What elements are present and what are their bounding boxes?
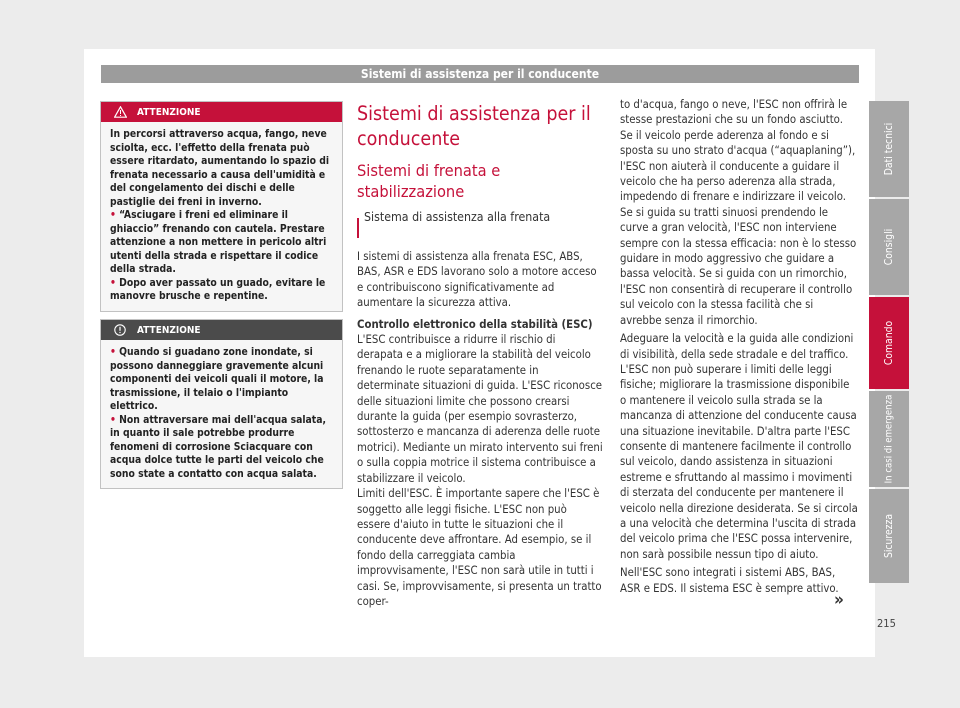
paragraph: I sistemi di assistenza alla frenata ESC, ABS, BAS, ASR e EDS lavorano solo a motore acceso e contribuiscono significativamente ad aumentare la sicurezza attiva. [357, 250, 597, 310]
paragraph: Nell'ESC sono integrati i sistemi ABS, BAS, ASR e EDS. Il sistema ESC è sempre attivo. [620, 566, 839, 595]
warning-header [101, 102, 342, 122]
body-column-middle [357, 249, 603, 609]
body-column-right [620, 97, 858, 596]
subsection-marker [357, 218, 359, 238]
tab-comando[interactable]: Comando [869, 297, 909, 389]
warning-item: • Non attraversare mai dell'acqua salata, in quanto il sale potrebbe produrre fenomeni di corrosione Sciacquare con acqua dolce tutte le parti del veicolo che sono state a contatto con acqua salata. [110, 413, 326, 480]
page-number: 215 [877, 617, 896, 630]
tab-consigli[interactable]: Consigli [869, 199, 909, 295]
warning-item: • Quando si guadano zone inondate, si possono danneggiare gravemente alcuni componenti dei veicoli quali il motore, la trasmissione, il telaio o l'impianto elettrico. [110, 346, 324, 412]
paragraph: to d'acqua, fango o neve, l'ESC non offrirà le stesse prestazioni che su un fondo asciutto. Se il veicolo perde aderenza al fondo e si sposta su uno strato d'acqua (“aquaplaning”), l'ESC non aiuterà il conducente a guidare il veicolo che ha perso aderenza alla strada, impedendo di frenare e indirizzare il veicolo. Se si guida su tratti sinuosi prendendo le curve a gran velocità, l'ESC non interviene sempre con la stessa efficacia: non è lo stesso guidare in modo aggressivo che guidare a bassa velocità. Se si guida con un rimorchio, l'ESC non consentirà di recuperare il controllo sul veicolo con la stessa facilità che si avrebbe senza il rimorchio. [620, 98, 857, 327]
section-title: Sistemi di frenata e stabilizzazione [357, 161, 501, 201]
tab-in-casi-di-emergenza[interactable]: In casi di emergenza [869, 391, 909, 487]
tab-sicurezza[interactable]: Sicurezza [869, 489, 909, 583]
warning-triangle-icon [113, 105, 127, 119]
tab-dati-tecnici[interactable]: Dati tecnici [869, 101, 909, 197]
warning-item: • “Asciugare i freni ed eliminare il ghiaccio” frenando con cautela. Prestare attenzione a non mettere in pericolo altri utenti della strada e rispettare il codice della strada. [110, 209, 327, 275]
paragraph: L'ESC contribuisce a ridurre il rischio di derapata e a migliorare la stabilità del veicolo frenando le ruote separatamente in determinate situazioni di guida. L'ESC riconosce delle situazioni limite che possono crearsi durante la guida (per esempio sovrasterzo, sottosterzo e mancanza di aderenza delle ruote motrici). Mediante un mirato intervento sui freni o sulla coppia motrice il sistema contribuisce a stabilizzare il veicolo. [357, 333, 603, 485]
section-headings [357, 101, 602, 226]
warning-box-water [100, 319, 343, 489]
paragraph-heading: Controllo elettronico della stabilità (ESC) [357, 317, 593, 331]
warning-box-braking [100, 101, 343, 312]
subsection-title: Sistema di assistenza alla frenata [364, 210, 551, 224]
warning-item: • Dopo aver passato un guado, evitare le manovre brusche e repentine. [110, 276, 326, 302]
chapter-title: Sistemi di assistenza per il conducente [357, 102, 591, 150]
warning-intro: In percorsi attraverso acqua, fango, neve sciolta, ecc. l'effetto della frenata può essere ritardato, aumentando lo spazio di frenata necessario a causa dell'umidità e del congelamento dei dischi e delle pastiglie dei freni in inverno. [110, 128, 330, 208]
warning-label: ATTENZIONE [137, 106, 201, 118]
running-header: Sistemi di assistenza per il conducente [101, 65, 859, 83]
continue-arrow: » [834, 590, 844, 610]
warning-header [101, 320, 342, 340]
paragraph: Limiti dell'ESC. È importante sapere che l'ESC è soggetto alle leggi fisiche. L'ESC non può essere d'aiuto in tutte le situazioni che il conducente deve affrontare. Ad esempio, se il fondo della carreggiata cambia improvvisamente, l'ESC non sarà utile in tutti i casi. Se, improvvisamente, si presenta un tratto coper- [357, 487, 602, 608]
warning-label: ATTENZIONE [137, 324, 201, 336]
info-circle-icon [113, 323, 127, 337]
warning-body [101, 340, 342, 488]
warning-body [101, 122, 342, 311]
paragraph: Adeguare la velocità e la guida alle condizioni di visibilità, della sede stradale e del traffico. L'ESC non può superare i limiti delle leggi fisiche; migliorare la trasmissione disponibile o mantenere il veicolo sulla strada se la mancanza di attenzione del conducente causa una situazione inevitabile. D'altra parte l'ESC consente di mantenere facilmente il controllo sul veicolo, dando assistenza in situazioni estreme e sfruttando al massimo i movimenti di sterzata del conducente per mantenere il veicolo nella direzione desiderata. Se si circola a una velocità che determina l'uscita di strada del veicolo prima che l'ESC possa intervenire, non sarà possibile nessun tipo di aiuto. [620, 332, 858, 561]
